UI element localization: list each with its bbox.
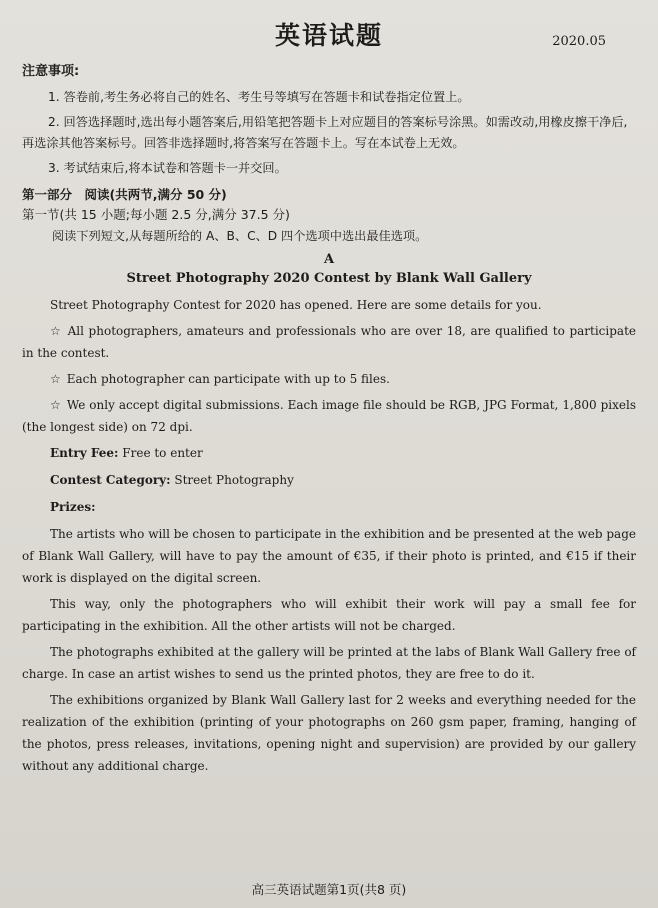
entry-fee-value: Free to enter [122, 446, 203, 460]
star-icon: ☆ [50, 398, 61, 412]
category-label: Contest Category: [50, 473, 171, 487]
note-item: 2. 回答选择题时,选出每小题答案后,用铅笔把答题卡上对应题目的答案标号涂黑。如需改动,用橡皮擦干净后,再选涂其他答案标号。回答非选择题时,将答案写在答题卡上。写在本试卷上无效。 [22, 115, 628, 150]
entry-fee-line [22, 442, 636, 464]
section-heading: 第一节(共 15 小题;每小题 2.5 分,满分 37.5 分) [22, 207, 290, 222]
bullet-text: We only accept digital submissions. Each image file should be RGB, JPG Format, 1,800 pixels (the longest side) on 72 dpi. [22, 398, 637, 434]
prizes-label: Prizes: [50, 500, 96, 514]
passage-bullet [22, 320, 636, 364]
bullet-text: Each photographer can participate with up to 5 files. [66, 372, 390, 386]
part-heading: 第一部分 阅读(共两节,满分 50 分) [22, 187, 227, 202]
exam-title: 英语试题 [274, 21, 383, 50]
passage-bullet [22, 368, 636, 390]
page-footer: 高三英语试题第1页(共8 页) [251, 882, 407, 897]
note-item: 3. 考试结束后,将本试卷和答题卡一并交回。 [48, 161, 287, 175]
prizes-line [22, 496, 636, 518]
note-item: 1. 答卷前,考生务必将自己的姓名、考生号等填写在答题卡和试卷指定位置上。 [48, 90, 470, 104]
passage-paragraph: The photographs exhibited at the gallery will be printed at the labs of Blank Wall Gallery free of charge. In case an artist wishes to send us the printed photos, they are free to do it. [22, 645, 636, 681]
bullet-text: All photographers, amateurs and professionals who are over 18, are qualified to participate in the contest. [22, 324, 636, 360]
passage-letter: A [323, 252, 335, 267]
category-line [22, 469, 636, 491]
star-icon: ☆ [50, 324, 62, 338]
passage-intro: Street Photography Contest for 2020 has opened. Here are some details for you. [50, 298, 542, 312]
passage-bullet [22, 394, 636, 438]
entry-fee-label: Entry Fee: [50, 446, 119, 460]
page-header [22, 14, 636, 58]
notes-heading: 注意事项: [22, 64, 80, 79]
passage-paragraph: The artists who will be chosen to participate in the exhibition and be presented at the web page of Blank Wall Gallery, will have to pay the amount of €35, if their photo is printed, and €15 if their work is displayed on the digital screen. [22, 527, 636, 585]
star-icon: ☆ [50, 372, 61, 386]
passage-title: Street Photography 2020 Contest by Blank Wall Gallery [126, 271, 532, 286]
passage-paragraph: The exhibitions organized by Blank Wall Gallery last for 2 weeks and everything needed for the realization of the exhibition (printing of your photographs on 260 gsm paper, framing, hanging of the photos, press releases, invitations, opening night and supervision) are provided by our gallery without any additional charge. [22, 693, 636, 773]
exam-date: 2020.05 [552, 34, 606, 49]
category-value: Street Photography [174, 473, 294, 487]
passage-paragraph: This way, only the photographers who will exhibit their work will pay a small fee for participating in the exhibition. All the other artists will not be charged. [22, 597, 636, 633]
reading-directions: 阅读下列短文,从每题所给的 A、B、C、D 四个选项中选出最佳选项。 [52, 229, 428, 243]
